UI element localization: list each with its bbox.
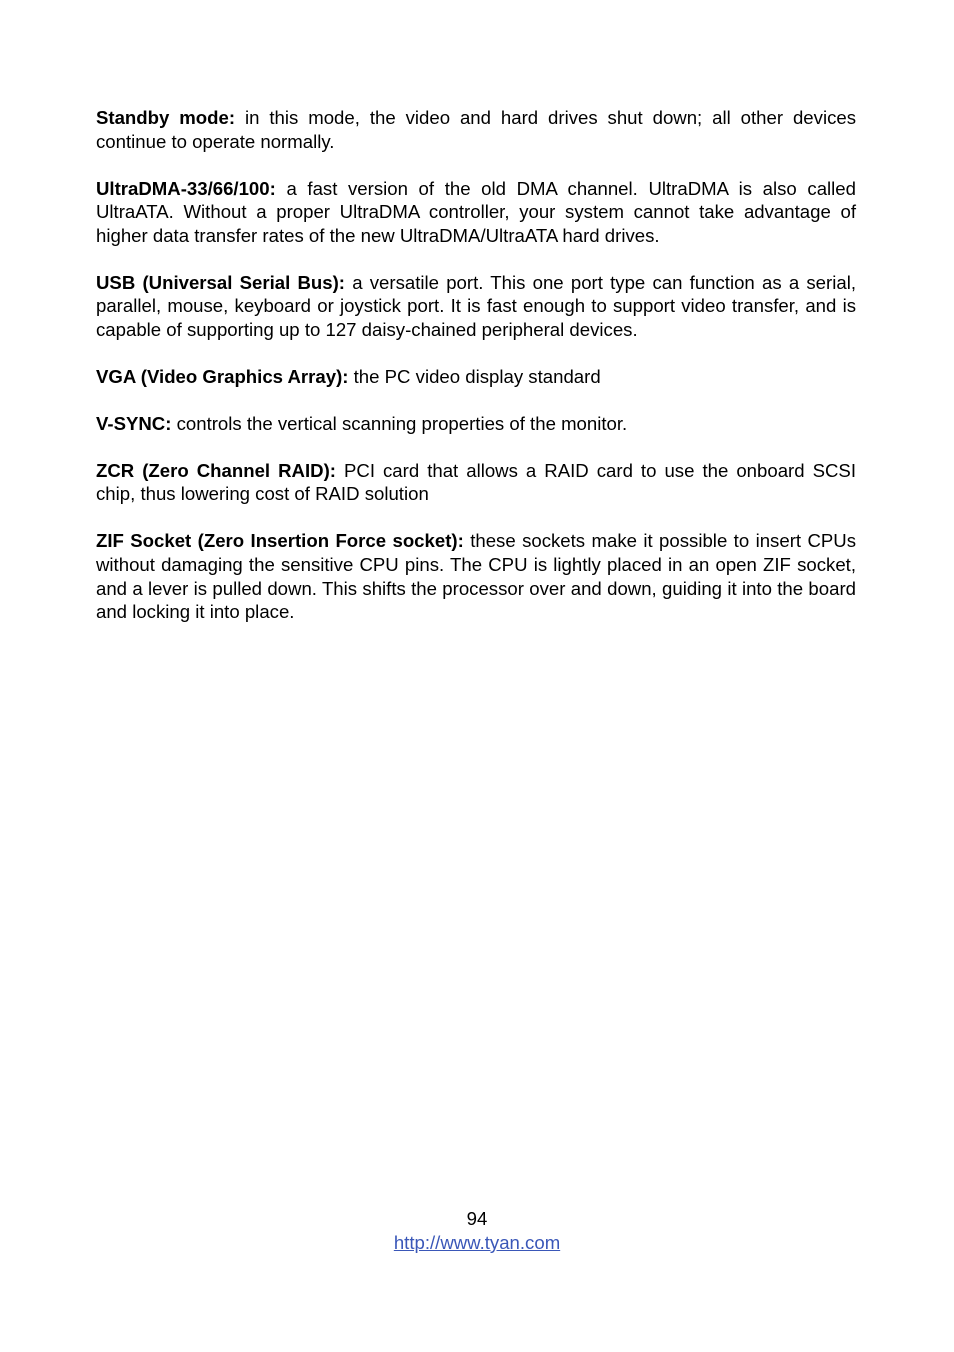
glossary-definition: a fast version of the old DMA channel. UltraDMA is also called UltraATA. Without a proper UltraDMA controller, your system cannot take advantage of higher data transfer rates of the new UltraDMA/UltraATA hard drives. bbox=[96, 177, 856, 246]
glossary-definition: controls the vertical scanning properties of the monitor. bbox=[176, 412, 628, 434]
glossary-term: Standby mode: bbox=[96, 107, 236, 128]
glossary-entry-zif-socket bbox=[96, 529, 856, 623]
glossary-entry-v-sync bbox=[96, 412, 856, 436]
page-footer bbox=[0, 1207, 954, 1255]
glossary-body bbox=[96, 106, 856, 647]
glossary-entry-ultradma bbox=[96, 177, 856, 248]
glossary-entry-vga bbox=[96, 365, 856, 389]
glossary-term: V-SYNC: bbox=[96, 412, 172, 434]
glossary-definition: the PC video display standard bbox=[353, 365, 601, 387]
glossary-term: UltraDMA-33/66/100: bbox=[96, 177, 276, 199]
glossary-term: ZCR (Zero Channel RAID): bbox=[96, 459, 336, 481]
glossary-definition: a versatile port. This one port type can function as a serial, parallel, mouse, keyboard or joystick port. It is fast enough to support video transfer, and is capable of supporting up to 127 daisy-chained peripheral devices. bbox=[96, 271, 856, 340]
glossary-term: USB (Universal Serial Bus): bbox=[96, 271, 345, 293]
glossary-definition: these sockets make it possible to insert CPUs without damaging the sensitive CPU pins. The CPU is lightly placed in an open ZIF socket, and a lever is pulled down. This shifts the processor over and down, guiding it into the board and locking it into place. bbox=[96, 530, 856, 623]
glossary-definition: in this mode, the video and hard drives shut down; all other devices continue to operate normally. bbox=[96, 107, 857, 152]
glossary-entry-standby-mode bbox=[96, 106, 856, 153]
page-number: 94 bbox=[466, 1208, 488, 1229]
glossary-definition: PCI card that allows a RAID card to use the onboard SCSI chip, thus lowering cost of RAID solution bbox=[96, 459, 856, 505]
glossary-entry-zcr bbox=[96, 459, 856, 506]
website-link[interactable]: http://www.tyan.com bbox=[393, 1232, 561, 1253]
glossary-term: ZIF Socket (Zero Insertion Force socket): bbox=[96, 530, 464, 552]
glossary-term: VGA (Video Graphics Array): bbox=[96, 365, 349, 387]
glossary-entry-usb bbox=[96, 271, 856, 342]
